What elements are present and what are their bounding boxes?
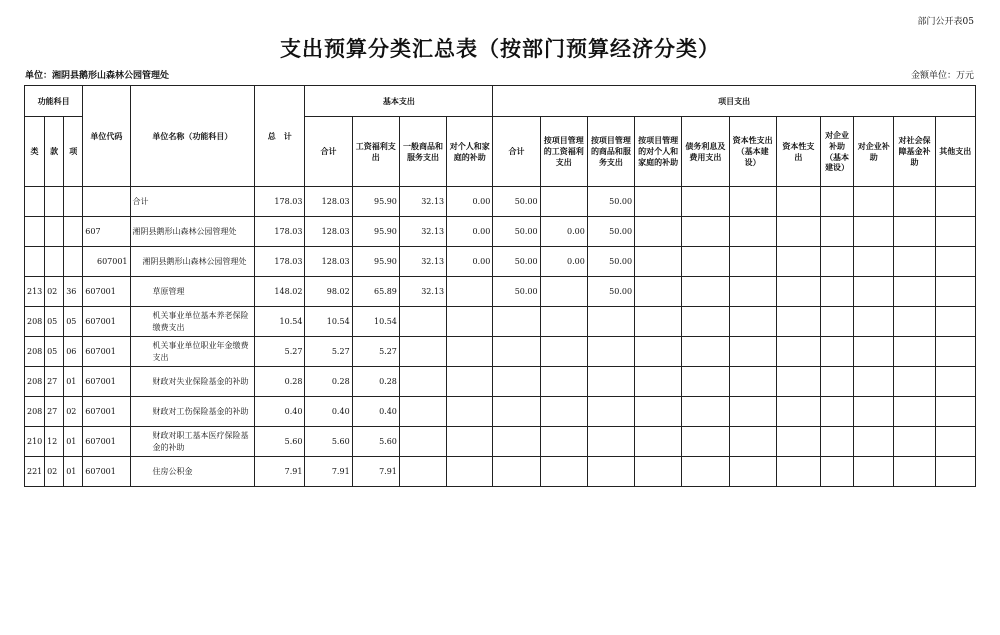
project-value-cell bbox=[682, 397, 729, 427]
xiang-cell: 01 bbox=[64, 427, 83, 457]
table-row bbox=[25, 337, 976, 367]
project-value-cell bbox=[635, 217, 682, 247]
xiang-cell: 06 bbox=[64, 337, 83, 367]
basic-value-cell bbox=[447, 457, 493, 487]
budget-table bbox=[24, 85, 976, 487]
project-value-cell bbox=[682, 337, 729, 367]
project-value-cell bbox=[635, 397, 682, 427]
basic-value-cell: 7.91 bbox=[305, 457, 352, 487]
unit-code-cell bbox=[83, 187, 130, 217]
project-value-cell: 50.00 bbox=[493, 217, 540, 247]
project-value-cell bbox=[854, 277, 894, 307]
table-row bbox=[25, 397, 976, 427]
total-header: 总 计 bbox=[255, 86, 305, 187]
project-value-cell bbox=[682, 187, 729, 217]
basic-value-cell bbox=[399, 457, 446, 487]
unit-code-cell: 607001 bbox=[83, 307, 130, 337]
basic-value-cell bbox=[399, 367, 446, 397]
table-row bbox=[25, 457, 976, 487]
project-value-cell bbox=[540, 277, 587, 307]
basic-value-cell bbox=[447, 427, 493, 457]
project-value-cell bbox=[635, 187, 682, 217]
basic-value-cell: 5.27 bbox=[305, 337, 352, 367]
total-cell: 178.03 bbox=[255, 247, 305, 277]
kuan-cell: 05 bbox=[45, 337, 64, 367]
basic-col-header: 合计 bbox=[305, 117, 352, 187]
project-value-cell bbox=[820, 247, 853, 277]
project-value-cell: 50.00 bbox=[493, 247, 540, 277]
project-value-cell: 50.00 bbox=[587, 277, 634, 307]
project-value-cell bbox=[493, 337, 540, 367]
basic-value-cell: 5.60 bbox=[305, 427, 352, 457]
project-value-cell bbox=[854, 217, 894, 247]
unit-code-cell: 607001 bbox=[83, 247, 130, 277]
project-col-header: 对企业补助 bbox=[854, 117, 894, 187]
total-cell: 178.03 bbox=[255, 217, 305, 247]
project-value-cell bbox=[894, 187, 935, 217]
kuan-header: 款 bbox=[45, 117, 64, 187]
unit-name-cell: 财政对工伤保险基金的补助 bbox=[130, 397, 255, 427]
project-value-cell bbox=[894, 427, 935, 457]
basic-value-cell bbox=[447, 367, 493, 397]
project-value-cell bbox=[894, 457, 935, 487]
project-value-cell bbox=[587, 427, 634, 457]
total-cell: 10.54 bbox=[255, 307, 305, 337]
project-value-cell bbox=[894, 247, 935, 277]
project-value-cell bbox=[682, 277, 729, 307]
table-row bbox=[25, 217, 976, 247]
project-value-cell bbox=[729, 307, 776, 337]
basic-value-cell bbox=[447, 277, 493, 307]
project-value-cell bbox=[587, 397, 634, 427]
project-col-header: 对社会保障基金补助 bbox=[894, 117, 935, 187]
basic-value-cell: 65.89 bbox=[352, 277, 399, 307]
unit-name-header: 单位名称（功能科目） bbox=[130, 86, 255, 187]
unit-name-cell: 财政对失业保险基金的补助 bbox=[130, 367, 255, 397]
basic-value-cell bbox=[447, 307, 493, 337]
basic-value-cell: 10.54 bbox=[305, 307, 352, 337]
project-value-cell bbox=[540, 307, 587, 337]
table-row bbox=[25, 187, 976, 217]
unit-label: 单位：湘阴县鹅形山森林公园管理处 bbox=[25, 71, 170, 81]
project-col-header: 按项目管理的对个人和家庭的补助 bbox=[635, 117, 682, 187]
project-value-cell: 50.00 bbox=[493, 277, 540, 307]
project-col-header: 资本性支出（基本建设） bbox=[729, 117, 776, 187]
basic-value-cell bbox=[447, 397, 493, 427]
unit-code-cell: 607001 bbox=[83, 367, 130, 397]
unit-code-header: 单位代码 bbox=[83, 86, 130, 187]
project-value-cell bbox=[776, 217, 820, 247]
project-value-cell bbox=[682, 307, 729, 337]
kuan-cell: 02 bbox=[45, 457, 64, 487]
xiang-cell bbox=[64, 187, 83, 217]
project-value-cell bbox=[935, 277, 975, 307]
xiang-cell: 05 bbox=[64, 307, 83, 337]
project-value-cell bbox=[854, 187, 894, 217]
basic-value-cell: 32.13 bbox=[399, 247, 446, 277]
xiang-header: 项 bbox=[64, 117, 83, 187]
project-value-cell bbox=[894, 307, 935, 337]
project-value-cell bbox=[635, 247, 682, 277]
kuan-cell bbox=[45, 247, 64, 277]
lei-cell: 208 bbox=[25, 337, 45, 367]
project-value-cell bbox=[894, 367, 935, 397]
basic-col-header: 一般商品和服务支出 bbox=[399, 117, 446, 187]
xiang-cell bbox=[64, 217, 83, 247]
project-value-cell bbox=[854, 307, 894, 337]
kuan-cell: 27 bbox=[45, 397, 64, 427]
project-value-cell bbox=[935, 457, 975, 487]
project-value-cell bbox=[729, 337, 776, 367]
total-cell: 148.02 bbox=[255, 277, 305, 307]
basic-value-cell: 0.40 bbox=[352, 397, 399, 427]
project-value-cell bbox=[820, 427, 853, 457]
project-value-cell: 0.00 bbox=[540, 217, 587, 247]
project-expenditure-header: 项目支出 bbox=[493, 86, 976, 117]
project-col-header: 按项目管理的商品和服务支出 bbox=[587, 117, 634, 187]
project-value-cell bbox=[894, 217, 935, 247]
kuan-cell: 02 bbox=[45, 277, 64, 307]
amount-unit-label: 金额单位：万元 bbox=[910, 71, 974, 81]
project-value-cell bbox=[820, 367, 853, 397]
xiang-cell: 02 bbox=[64, 397, 83, 427]
basic-value-cell: 98.02 bbox=[305, 277, 352, 307]
unit-code-cell: 607 bbox=[83, 217, 130, 247]
unit-name-cell: 机关事业单位职业年金缴费支出 bbox=[130, 337, 255, 367]
basic-value-cell: 128.03 bbox=[305, 247, 352, 277]
basic-value-cell: 95.90 bbox=[352, 217, 399, 247]
basic-value-cell: 0.28 bbox=[352, 367, 399, 397]
lei-cell bbox=[25, 217, 45, 247]
project-value-cell bbox=[854, 427, 894, 457]
table-row bbox=[25, 307, 976, 337]
lei-cell: 221 bbox=[25, 457, 45, 487]
basic-value-cell bbox=[399, 307, 446, 337]
total-cell: 5.27 bbox=[255, 337, 305, 367]
unit-code-cell: 607001 bbox=[83, 397, 130, 427]
project-value-cell bbox=[935, 427, 975, 457]
project-value-cell: 50.00 bbox=[587, 187, 634, 217]
project-value-cell bbox=[776, 457, 820, 487]
kuan-cell: 05 bbox=[45, 307, 64, 337]
project-value-cell bbox=[894, 277, 935, 307]
project-value-cell bbox=[729, 367, 776, 397]
total-cell: 0.40 bbox=[255, 397, 305, 427]
table-tag: 部门公开表05 bbox=[917, 17, 974, 27]
project-value-cell bbox=[540, 187, 587, 217]
total-cell: 7.91 bbox=[255, 457, 305, 487]
project-value-cell bbox=[776, 187, 820, 217]
func-subject-header: 功能科目 bbox=[25, 86, 83, 117]
project-value-cell bbox=[935, 217, 975, 247]
unit-name-cell: 湘阴县鹅形山森林公园管理处 bbox=[130, 247, 255, 277]
total-cell: 0.28 bbox=[255, 367, 305, 397]
project-value-cell bbox=[635, 307, 682, 337]
basic-col-header: 工资福利支出 bbox=[352, 117, 399, 187]
project-value-cell bbox=[935, 397, 975, 427]
lei-cell bbox=[25, 187, 45, 217]
project-value-cell bbox=[820, 307, 853, 337]
lei-cell: 208 bbox=[25, 307, 45, 337]
xiang-cell: 01 bbox=[64, 367, 83, 397]
basic-value-cell: 10.54 bbox=[352, 307, 399, 337]
project-col-header: 其他支出 bbox=[935, 117, 975, 187]
basic-value-cell: 0.28 bbox=[305, 367, 352, 397]
kuan-cell bbox=[45, 187, 64, 217]
basic-value-cell: 0.40 bbox=[305, 397, 352, 427]
table-row bbox=[25, 277, 976, 307]
project-value-cell bbox=[493, 457, 540, 487]
basic-value-cell: 0.00 bbox=[447, 217, 493, 247]
project-value-cell bbox=[820, 397, 853, 427]
basic-value-cell bbox=[399, 337, 446, 367]
project-value-cell bbox=[776, 367, 820, 397]
project-value-cell bbox=[935, 247, 975, 277]
project-value-cell bbox=[587, 307, 634, 337]
unit-name-cell: 合计 bbox=[130, 187, 255, 217]
project-value-cell bbox=[935, 187, 975, 217]
project-value-cell bbox=[587, 367, 634, 397]
kuan-cell bbox=[45, 217, 64, 247]
project-value-cell bbox=[540, 397, 587, 427]
basic-value-cell: 32.13 bbox=[399, 277, 446, 307]
project-value-cell bbox=[729, 427, 776, 457]
project-value-cell bbox=[854, 337, 894, 367]
unit-code-cell: 607001 bbox=[83, 337, 130, 367]
project-value-cell bbox=[820, 277, 853, 307]
project-col-header: 对企业补助（基本建设） bbox=[820, 117, 853, 187]
project-value-cell bbox=[729, 217, 776, 247]
lei-cell: 213 bbox=[25, 277, 45, 307]
project-value-cell bbox=[935, 337, 975, 367]
project-value-cell bbox=[729, 187, 776, 217]
project-value-cell bbox=[682, 367, 729, 397]
unit-name-cell: 机关事业单位基本养老保险缴费支出 bbox=[130, 307, 255, 337]
project-value-cell bbox=[635, 427, 682, 457]
project-value-cell bbox=[776, 397, 820, 427]
project-value-cell bbox=[635, 277, 682, 307]
project-value-cell bbox=[493, 427, 540, 457]
project-value-cell bbox=[854, 367, 894, 397]
project-value-cell bbox=[635, 337, 682, 367]
project-col-header: 债务利息及费用支出 bbox=[682, 117, 729, 187]
project-value-cell bbox=[854, 457, 894, 487]
project-value-cell bbox=[854, 397, 894, 427]
basic-value-cell: 0.00 bbox=[447, 187, 493, 217]
project-value-cell bbox=[540, 367, 587, 397]
project-value-cell bbox=[540, 337, 587, 367]
unit-code-cell: 607001 bbox=[83, 457, 130, 487]
total-cell: 178.03 bbox=[255, 187, 305, 217]
project-value-cell bbox=[493, 307, 540, 337]
project-value-cell bbox=[682, 247, 729, 277]
basic-value-cell: 95.90 bbox=[352, 247, 399, 277]
basic-value-cell: 32.13 bbox=[399, 187, 446, 217]
unit-name-cell: 草原管理 bbox=[130, 277, 255, 307]
project-col-header: 资本性支出 bbox=[776, 117, 820, 187]
project-value-cell bbox=[540, 427, 587, 457]
unit-name-cell: 湘阴县鹅形山森林公园管理处 bbox=[130, 217, 255, 247]
unit-code-cell: 607001 bbox=[83, 427, 130, 457]
xiang-cell bbox=[64, 247, 83, 277]
lei-header: 类 bbox=[25, 117, 45, 187]
project-value-cell bbox=[820, 457, 853, 487]
table-row bbox=[25, 247, 976, 277]
lei-cell: 208 bbox=[25, 397, 45, 427]
basic-expenditure-header: 基本支出 bbox=[305, 86, 493, 117]
project-value-cell bbox=[493, 397, 540, 427]
basic-col-header: 对个人和家庭的补助 bbox=[447, 117, 493, 187]
project-value-cell bbox=[493, 367, 540, 397]
project-value-cell bbox=[820, 337, 853, 367]
project-value-cell: 50.00 bbox=[587, 217, 634, 247]
project-value-cell bbox=[820, 187, 853, 217]
project-value-cell bbox=[935, 367, 975, 397]
project-value-cell bbox=[540, 457, 587, 487]
project-value-cell bbox=[776, 277, 820, 307]
basic-value-cell bbox=[447, 337, 493, 367]
project-value-cell: 50.00 bbox=[493, 187, 540, 217]
basic-value-cell bbox=[399, 397, 446, 427]
basic-value-cell: 5.60 bbox=[352, 427, 399, 457]
project-value-cell bbox=[894, 397, 935, 427]
lei-cell: 210 bbox=[25, 427, 45, 457]
basic-value-cell: 128.03 bbox=[305, 187, 352, 217]
kuan-cell: 27 bbox=[45, 367, 64, 397]
basic-value-cell: 32.13 bbox=[399, 217, 446, 247]
basic-value-cell: 0.00 bbox=[447, 247, 493, 277]
project-value-cell bbox=[935, 307, 975, 337]
project-value-cell: 50.00 bbox=[587, 247, 634, 277]
page-title: 支出预算分类汇总表（按部门预算经济分类） bbox=[280, 36, 720, 61]
total-cell: 5.60 bbox=[255, 427, 305, 457]
project-value-cell bbox=[729, 277, 776, 307]
project-value-cell bbox=[635, 367, 682, 397]
project-value-cell bbox=[854, 247, 894, 277]
project-value-cell bbox=[820, 217, 853, 247]
table-row bbox=[25, 427, 976, 457]
table-row bbox=[25, 367, 976, 397]
project-value-cell bbox=[682, 217, 729, 247]
project-value-cell bbox=[682, 457, 729, 487]
project-value-cell bbox=[587, 337, 634, 367]
xiang-cell: 01 bbox=[64, 457, 83, 487]
project-col-header: 按项目管理的工资福利支出 bbox=[540, 117, 587, 187]
unit-code-cell: 607001 bbox=[83, 277, 130, 307]
project-value-cell bbox=[776, 427, 820, 457]
xiang-cell: 36 bbox=[64, 277, 83, 307]
lei-cell bbox=[25, 247, 45, 277]
basic-value-cell: 128.03 bbox=[305, 217, 352, 247]
basic-value-cell bbox=[399, 427, 446, 457]
basic-value-cell: 5.27 bbox=[352, 337, 399, 367]
project-value-cell bbox=[635, 457, 682, 487]
project-value-cell bbox=[729, 397, 776, 427]
project-value-cell bbox=[729, 457, 776, 487]
project-value-cell bbox=[682, 427, 729, 457]
project-value-cell bbox=[729, 247, 776, 277]
unit-name-cell: 财政对职工基本医疗保险基金的补助 bbox=[130, 427, 255, 457]
project-value-cell bbox=[587, 457, 634, 487]
project-value-cell bbox=[894, 337, 935, 367]
project-value-cell bbox=[776, 307, 820, 337]
project-value-cell: 0.00 bbox=[540, 247, 587, 277]
unit-name-cell: 住房公积金 bbox=[130, 457, 255, 487]
project-value-cell bbox=[776, 337, 820, 367]
project-col-header: 合计 bbox=[493, 117, 540, 187]
basic-value-cell: 95.90 bbox=[352, 187, 399, 217]
kuan-cell: 12 bbox=[45, 427, 64, 457]
project-value-cell bbox=[776, 247, 820, 277]
lei-cell: 208 bbox=[25, 367, 45, 397]
basic-value-cell: 7.91 bbox=[352, 457, 399, 487]
